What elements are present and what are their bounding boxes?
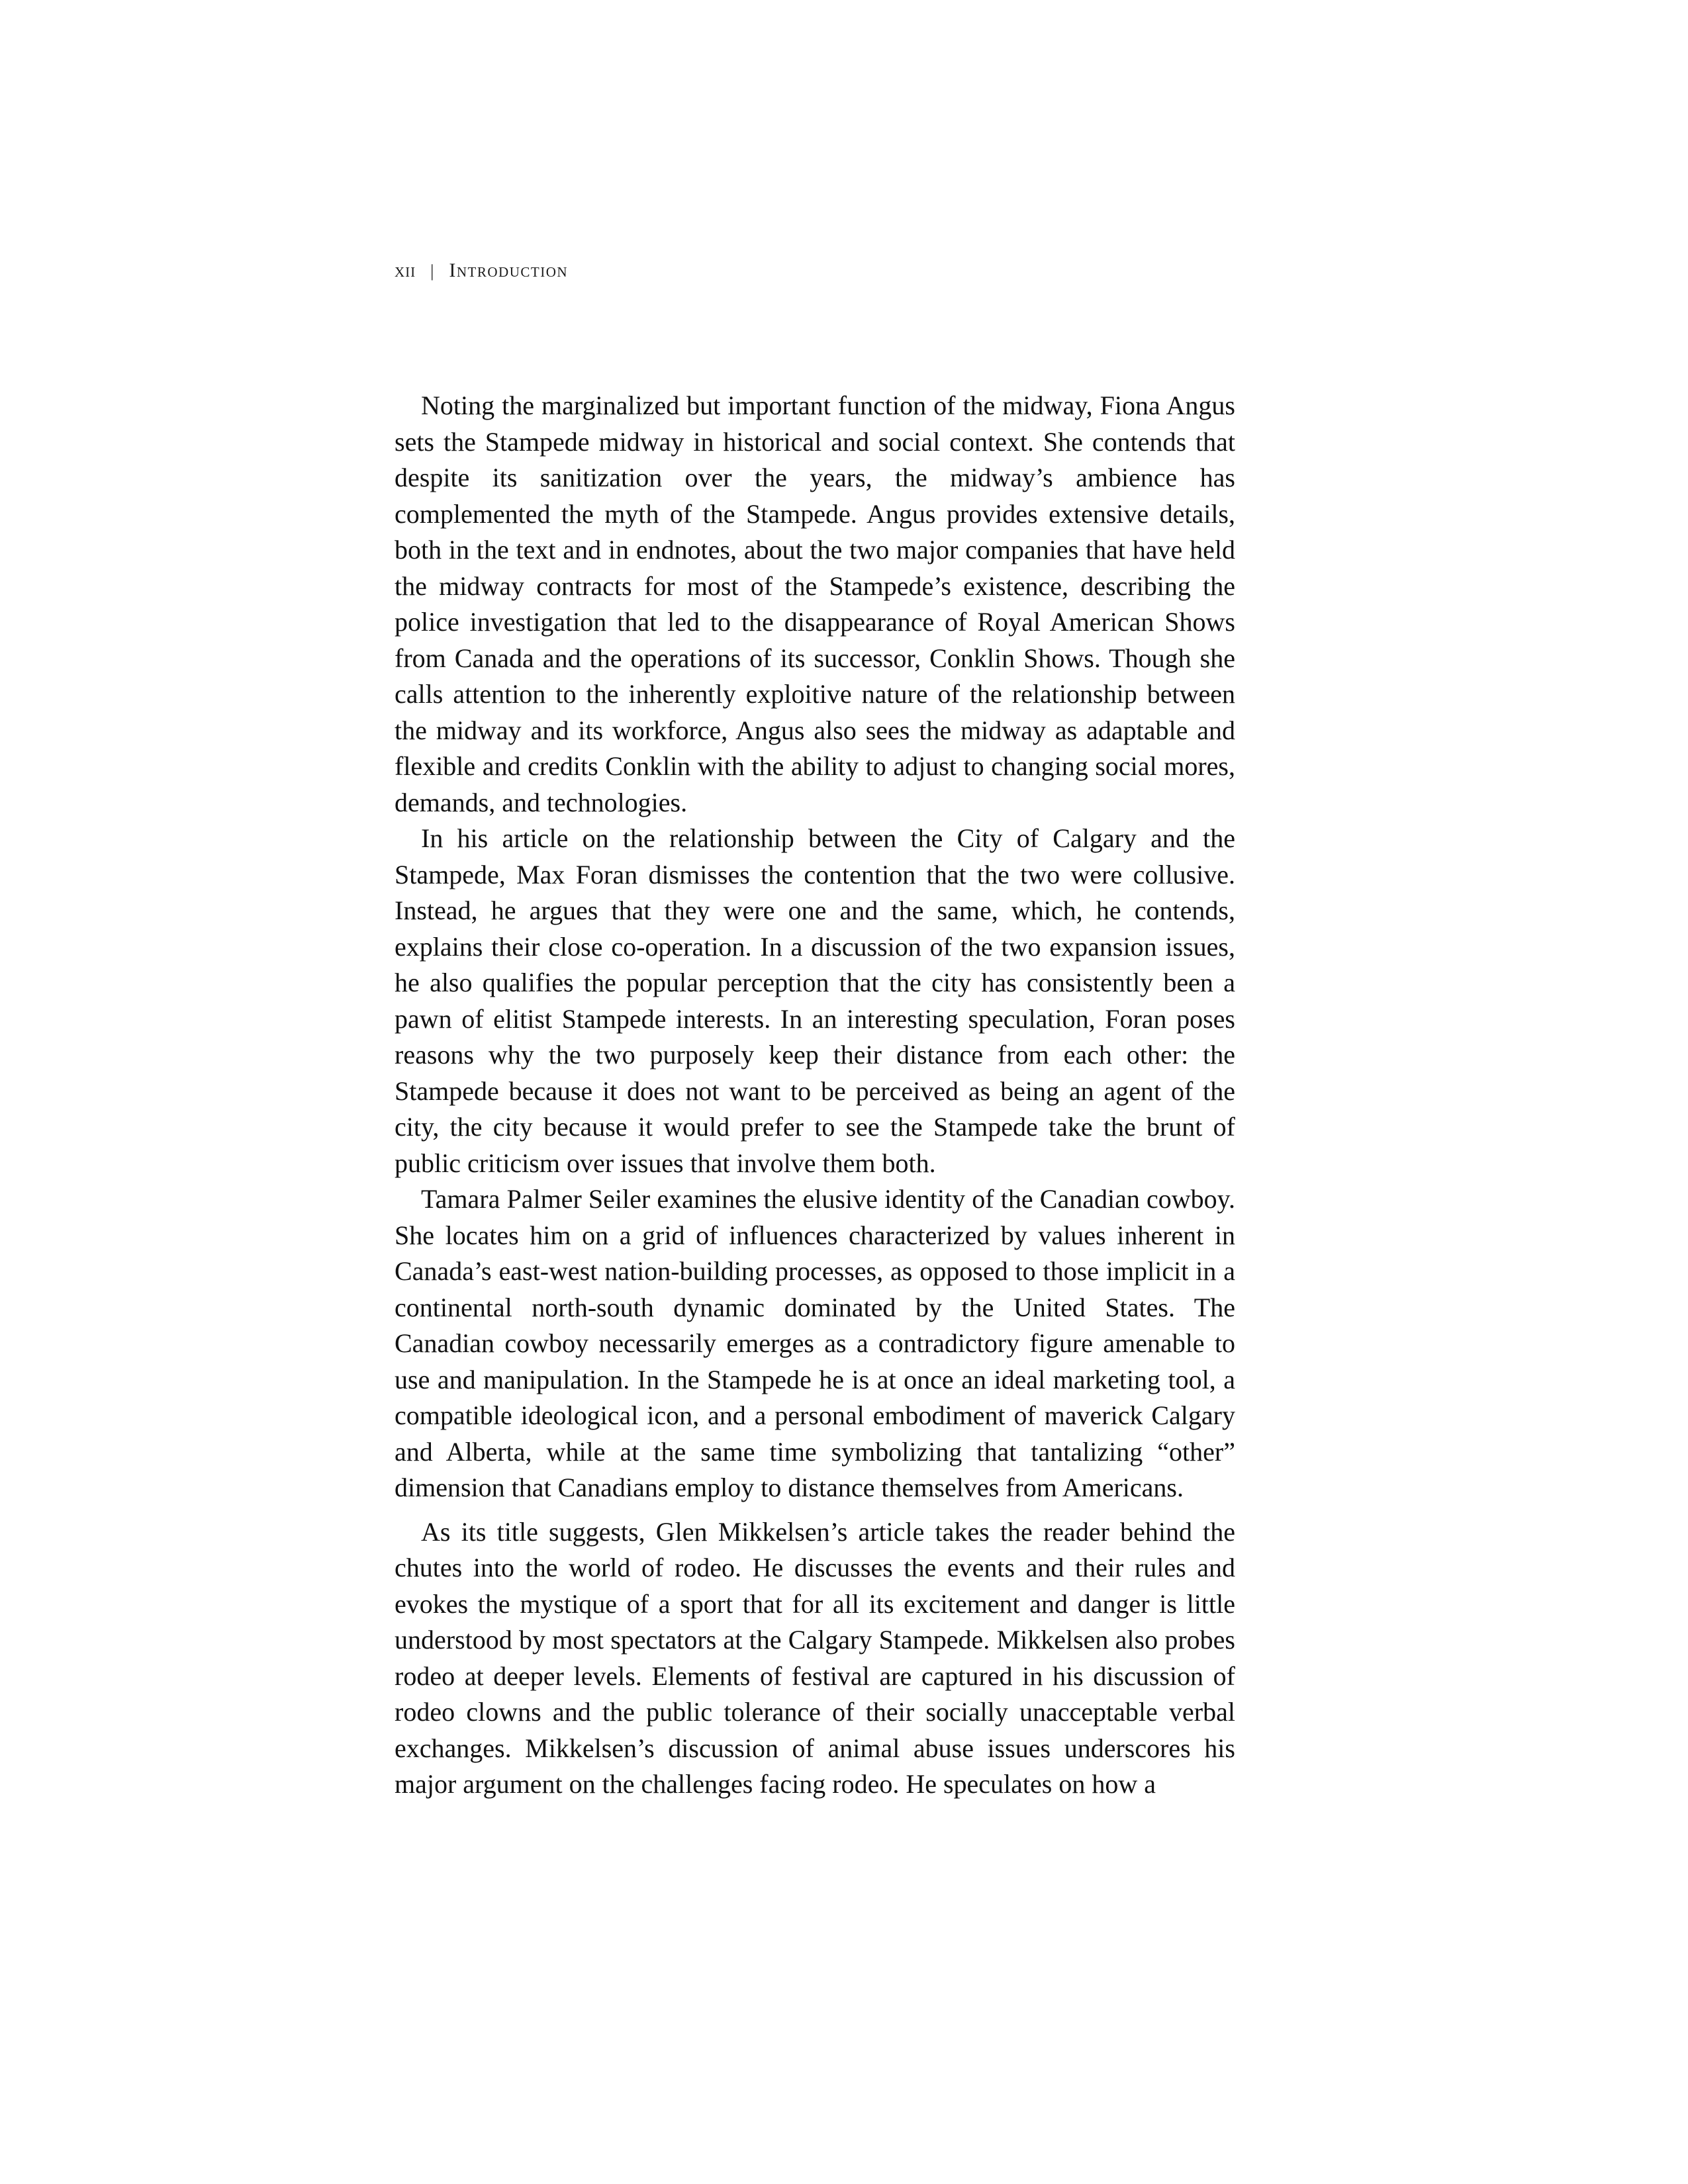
paragraph-mikkelsen-rodeo: As its title suggests, Glen Mikkelsen’s article takes the reader behind the chutes into the world of rodeo. He discusses the events and their rules and evokes the mystique of a sport that for all its excitement and danger is little understood by most spectators at the Calgary Stampede. Mikkelsen also probes rodeo at deeper levels. Elements of festival are captured in his discussion of rodeo clowns and the public tolerance of their socially unacceptable verbal exchanges. Mikkelsen’s discussion of animal abuse issues underscores his major argument on the challenges facing rodeo. He speculates on how a <box>395 1516 1235 1799</box>
paragraph-foran-city: In his article on the relationship between the City of Calgary and the Stampede, Max Foran dismisses the contention that the two were collusive. Instead, he argues that they were one and the same, which, he contends, explains their close co-operation. In a discussion of the two expansion issues, he also qualifies the popular perception that the city has consistently been a pawn of elitist Stampede interests. In an interesting speculation, Foran poses reasons why the two purposely keep their distance from each other: the Stampede because it does not want to be perceived as being an agent of the city, the city because it would prefer to see the Stampede take the brunt of public criticism over issues that involve them both. <box>395 823 1235 1178</box>
running-head-section-title: Introduction <box>449 259 569 281</box>
page-number: xii <box>395 259 416 281</box>
body-text <box>395 388 1235 1803</box>
paragraph-seiler-cowboy: Tamara Palmer Seiler examines the elusive identity of the Canadian cowboy. She locates him on a grid of influences characterized by values inherent in Canada’s east-west nation-building processes, as opposed to those implicit in a continental north-south dynamic dominated by the United States. The Canadian cowboy necessarily emerges as a contradictory figure amenable to use and manipulation. In the Stampede he is at once an ideal marketing tool, a compatible ideological icon, and a personal embodiment of maverick Calgary and Alberta, while at the same time symbolizing that tantalizing “other” dimension that Canadians employ to distance themselves from Americans. <box>395 1184 1235 1502</box>
running-head <box>395 259 568 282</box>
running-head-separator: | <box>430 261 435 281</box>
paragraph-angus-midway: Noting the marginalized but important function of the midway, Fiona Angus sets the Stampede midway in historical and social context. She contends that despite its sanitization over the years, the midway’s ambience has complemented the myth of the Stampede. Angus provides extensive details, both in the text and in endnotes, about the two major companies that have held the midway contracts for most of the Stampede’s existence, describing the police investigation that led to the disappearance of Royal American Shows from Canada and the operations of its successor, Conklin Shows. Though she calls attention to the inherently exploitive nature of the relationship between the midway and its workforce, Angus also sees the midway as adaptable and flexible and credits Conklin with the ability to adjust to changing social mores, demands, and technologies. <box>395 390 1235 817</box>
